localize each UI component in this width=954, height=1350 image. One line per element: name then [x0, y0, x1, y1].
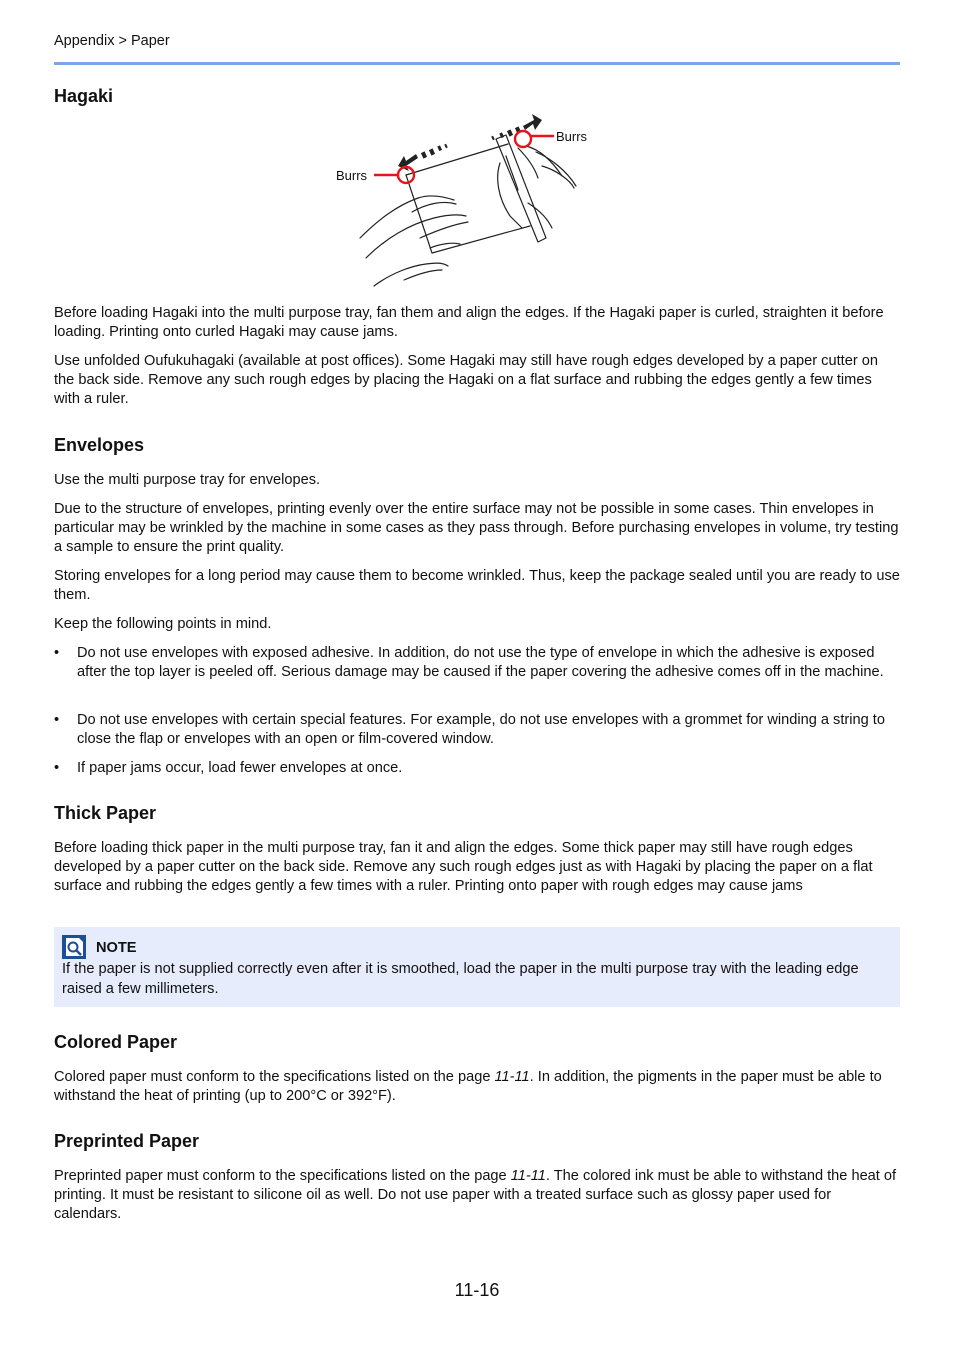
- preprinted-paper-text-start: Preprinted paper must conform to the specifications listed on the page: [54, 1168, 511, 1184]
- page-reference-link[interactable]: 11-11: [510, 1168, 546, 1184]
- colored-paper-paragraph: [54, 1068, 900, 1106]
- thick-paper-paragraph: Before loading thick paper in the multi purpose tray, fan it and align the edges. Some thick paper may still have rough edges developed by a paper cutter on the back side. Remove any such rough edges just as with Hagaki by placing the paper on a flat surface and rubbing the edges gently a few times with a ruler. Printing onto paper with rough edges may cause jams: [54, 840, 873, 895]
- list-item-text: Do not use envelopes with certain special features. For example, do not use envelopes with a grommet for winding a string to close the flap or envelopes with an open or film-covered window.: [77, 712, 885, 748]
- hands-rubbing-paper-image: [330, 108, 600, 290]
- envelopes-paragraph-1: Use the multi purpose tray for envelopes.: [54, 472, 321, 488]
- section-title-thick-paper: Thick Paper: [54, 803, 157, 823]
- preprinted-paper-paragraph: [54, 1167, 900, 1225]
- bullet-marker: •: [54, 645, 60, 661]
- hagaki-paragraph-1: Before loading Hagaki into the multi purpose tray, fan them and align the edges. If the Hagaki paper is curled, straighten it before loading. Printing onto curled Hagaki may cause jams.: [54, 305, 884, 341]
- section-title-colored-paper: Colored Paper: [54, 1032, 178, 1052]
- page-number: 11-16: [454, 1280, 500, 1300]
- section-title-preprinted-paper: Preprinted Paper: [54, 1131, 200, 1151]
- list-item-text: Do not use envelopes with exposed adhesive. In addition, do not use the type of envelope in which the adhesive is exposed after the top layer is peeled off. Serious damage may be caused if the paper covering the adhesive comes off in the machine.: [77, 645, 884, 681]
- section-title-hagaki: Hagaki: [54, 86, 114, 106]
- hagaki-paragraph-2: Use unfolded Oufukuhagaki (available at post offices). Some Hagaki may still have rough edges developed by a paper cutter on the back side. Remove any such rough edges by placing the Hagaki on a flat surface and rubbing the edges gently a few times with a ruler.: [54, 353, 878, 408]
- list-item-text: If paper jams occur, load fewer envelopes at once.: [77, 760, 403, 776]
- envelopes-paragraph-3: Storing envelopes for a long period may cause them to become wrinkled. Thus, keep the package sealed until you are ready to use them.: [54, 568, 900, 604]
- burrs-label-left: Burrs: [336, 168, 368, 183]
- preprinted-paper-text-end: . The colored ink must be able to withstand the heat of printing. It must be resistant to silicone oil as well. Do not use paper with a treated surface such as glossy paper used for calendars.: [54, 1168, 897, 1223]
- note-text: If the paper is not supplied correctly even after it is smoothed, load the paper in the multi purpose tray with the leading edge raised a few millimeters.: [62, 961, 859, 997]
- section-title-envelopes: Envelopes: [54, 435, 145, 455]
- hagaki-illustration: [330, 108, 600, 290]
- envelopes-paragraph-2: Due to the structure of envelopes, printing evenly over the entire surface may not be possible in some cases. Thin envelopes in particular may be wrinkled by the machine in some cases as they pass through. Before purchasing envelopes in volume, try testing a sample to ensure the print quality.: [54, 501, 899, 556]
- page-reference-link[interactable]: 11-11: [494, 1069, 530, 1085]
- burrs-label-right: Burrs: [556, 129, 588, 144]
- note-box: [54, 927, 900, 1007]
- envelopes-paragraph-4: Keep the following points in mind.: [54, 616, 272, 632]
- breadcrumb: Appendix > Paper: [54, 33, 170, 49]
- note-title: NOTE: [96, 940, 137, 956]
- colored-paper-text-end: . In addition, the pigments in the paper must be able to withstand the heat of printing (up to 200°C or 392°F).: [54, 1069, 882, 1105]
- header-rule: [54, 62, 900, 65]
- note-icon: [62, 935, 86, 959]
- colored-paper-text-start: Colored paper must conform to the specifications listed on the page: [54, 1069, 495, 1085]
- bullet-marker: •: [54, 760, 60, 776]
- bullet-marker: •: [54, 712, 60, 728]
